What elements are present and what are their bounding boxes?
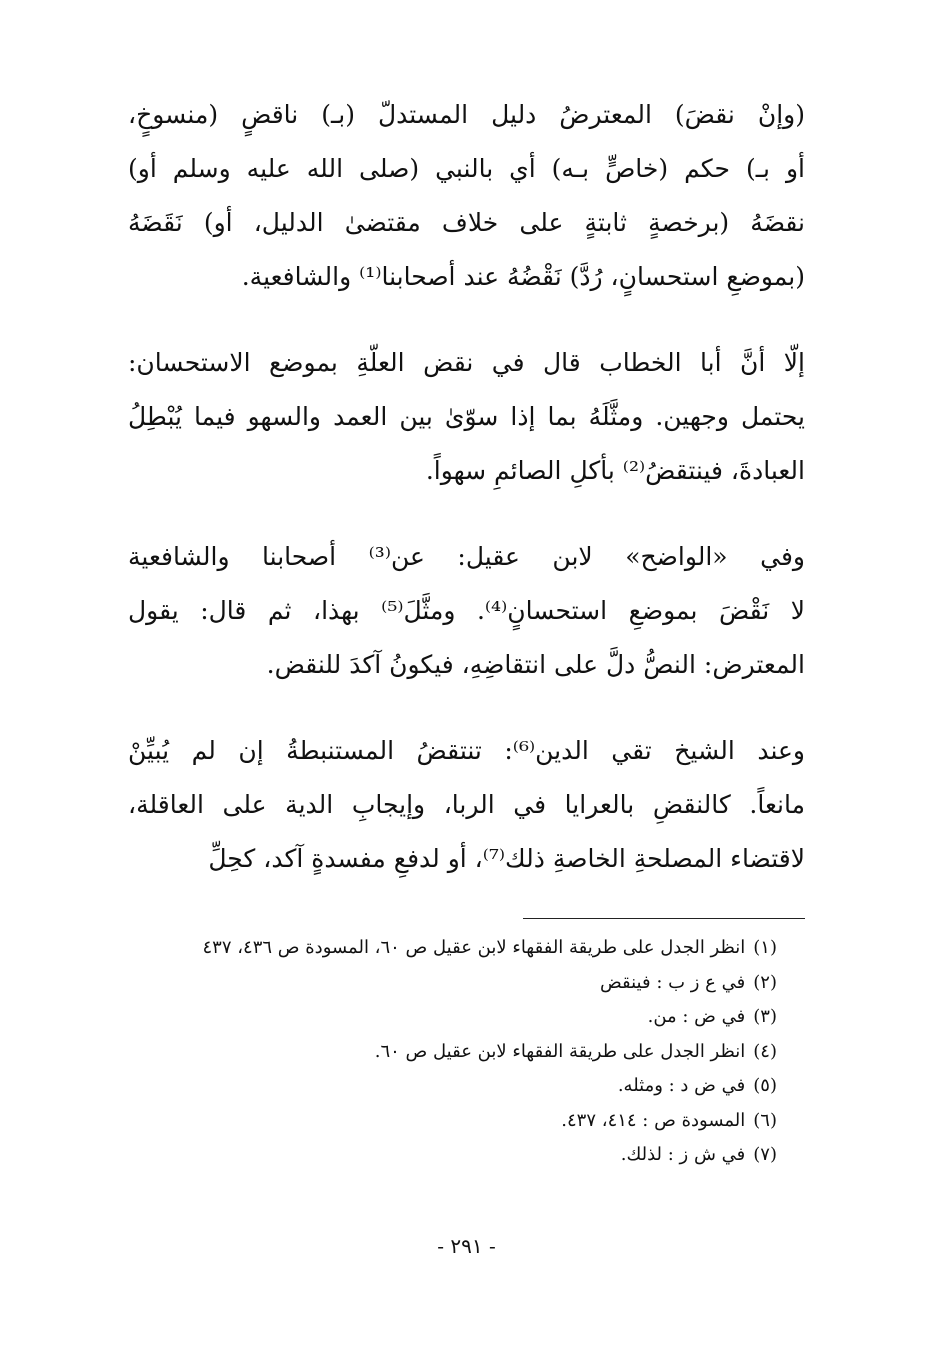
text-line: إلّا أنَّ أبا الخطاب قال في نقض العلّةِ بموضع الاستحسان:: [128, 348, 805, 377]
text-line: أو بـ) حكم (خاصٍّ بـه) أي بالنبي (صلى الله عليه وسلم أو): [128, 154, 805, 183]
page-number: - ٢٩١ -: [437, 1234, 496, 1258]
text-line: نقضَهُ (برخصةٍ ثابتةٍ على خلاف مقتضىٰ الدليل، أو) نَقَضَهُ: [128, 208, 805, 237]
footnote-text: انظر الجدل على طريقة الفقهاء لابن عقيل ص ٦٠.: [374, 1040, 746, 1062]
footnote-text: في ش ز : لذلك.: [620, 1144, 746, 1165]
paragraph-2: [128, 336, 805, 498]
footnote-text: في ع ز ب : فينقض: [599, 971, 746, 993]
footnote-text: في ض : من.: [647, 1006, 746, 1027]
text-line: وعند الشيخ تقي الدين⁽⁶⁾: تنتقضُ المستنبطةُ إن لم يُبيِّنْ: [128, 736, 805, 765]
footnote-number: (٢): [753, 971, 777, 993]
footnote-divider: [523, 918, 805, 919]
footnote-item: [128, 931, 777, 966]
footnote-item: [128, 1104, 777, 1139]
footnote-item: [128, 1000, 777, 1035]
text-line: (وإنْ نقضَ) المعترضُ دليل المستدلّ (بـ) ناقضٍ (منسوخٍ،: [128, 100, 805, 129]
footnote-number: (٤): [753, 1040, 777, 1062]
footnote-number: (٣): [753, 1006, 777, 1027]
footnotes-list: [128, 931, 805, 1173]
main-text: [128, 88, 805, 886]
text-line: وفي «الواضح» لابن عقيل: عن⁽³⁾ أصحابنا والشافعية: [128, 542, 805, 571]
paragraph-3: [128, 530, 805, 692]
footnote-item: [128, 1035, 777, 1070]
footnote-number: (٧): [753, 1144, 777, 1165]
footnote-item: [128, 966, 777, 1001]
footnote-number: (١): [753, 937, 777, 958]
text-line: لاقتضاء المصلحةِ الخاصةِ ذلك⁽⁷⁾، أو لدفعِ مفسدةٍ آكد، كحِلِّ: [208, 844, 805, 873]
footnote-number: (٥): [753, 1075, 777, 1096]
text-line: (بموضعِ استحسانٍ، رُدَّ) نَقْضُهُ عند أصحابنا⁽¹⁾ والشافعية.: [241, 262, 805, 291]
text-line: مانعاً. كالنقضِ بالعرايا في الربا، وإيجابِ الدية على العاقلة،: [128, 790, 805, 819]
paragraph-4: [128, 724, 805, 886]
footnote-item: [128, 1138, 777, 1173]
text-line: يحتمل وجهين. ومثَّلَهُ بما إذا سوّىٰ بين العمد والسهو فيما يُبْطِلُ: [128, 402, 805, 431]
footnote-item: [128, 1069, 777, 1104]
text-line: المعترض: النصُّ دلَّ على انتقاضِهِ، فيكونُ آكدَ للنقض.: [266, 650, 805, 679]
footnote-text: في ض د : ومثله.: [617, 1075, 746, 1096]
text-line: لا نَقْضَ بموضعِ استحسانٍ⁽⁴⁾. ومثَّلَ⁽⁵⁾ بهذا، ثم قال: يقول: [128, 596, 806, 625]
footnote-text: انظر الجدل على طريقة الفقهاء لابن عقيل ص ٦٠، المسودة ص ٤٣٦، ٤٣٧: [202, 937, 746, 958]
footnote-number: (٦): [753, 1109, 777, 1131]
paragraph-1: [128, 88, 805, 304]
footnote-text: المسودة ص : ٤١٤، ٤٣٧.: [561, 1109, 746, 1131]
text-line: العبادةَ، فينتقضُ⁽²⁾ بأكلِ الصائمِ سهواً.: [425, 456, 805, 485]
